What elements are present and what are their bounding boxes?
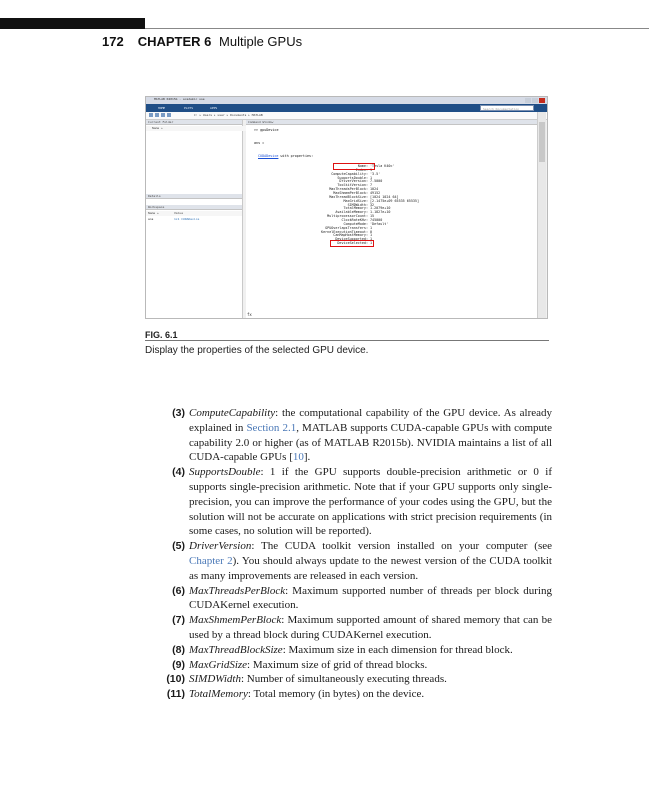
property-value: 7 <box>370 183 373 188</box>
list-item-text: : Number of simultaneously executing threads. <box>240 673 447 686</box>
list-item-term: SIMDWidth <box>189 673 241 686</box>
scrollbar-thumb[interactable] <box>539 122 545 162</box>
highlight-name-box <box>333 163 375 170</box>
list-item <box>158 613 552 643</box>
workspace-var-name: ans <box>148 217 154 221</box>
maximize-icon[interactable] <box>532 98 538 103</box>
property-value: 1 <box>370 167 373 172</box>
current-folder-path[interactable]: C: ▸ Users ▸ user ▸ Documents ▸ MATLAB <box>194 113 263 117</box>
property-value: 1 <box>370 237 373 242</box>
ans-line: ans = <box>254 141 265 145</box>
property-value: 745000 <box>370 218 383 223</box>
list-item-text: ). You should always update to the newest version of the CUDA toolkit as many improvements are released in each version. <box>189 554 552 582</box>
current-folder-name-column[interactable]: Name ▴ <box>146 126 248 131</box>
list-item-number: (9) <box>172 658 185 671</box>
tab-apps[interactable]: APPS <box>210 106 218 110</box>
list-item <box>158 406 552 465</box>
list-item-number: (4) <box>172 466 185 479</box>
fx-icon: fx <box>247 312 252 317</box>
workspace-value-column[interactable]: Value <box>174 211 184 215</box>
property-key: Name: <box>357 164 368 168</box>
property-value: 32 <box>370 202 375 207</box>
list-item-number: (6) <box>172 584 185 597</box>
cross-reference-link[interactable]: Chapter 2 <box>189 554 233 567</box>
property-key: TotalMemory: <box>343 206 368 211</box>
list-item <box>158 672 552 687</box>
address-bar <box>146 112 547 120</box>
property-key: Index: <box>355 167 368 172</box>
property-key: ToolkitVersion: <box>337 183 368 188</box>
list-item-text: : Maximum size of grid of thread blocks. <box>247 658 428 671</box>
left-panels <box>146 120 243 318</box>
cross-reference-link[interactable]: Section 2.1 <box>246 421 297 434</box>
list-item <box>158 539 552 583</box>
property-key: CanMapHostMemory: <box>333 233 368 238</box>
list-item-term: SupportsDouble <box>189 466 261 479</box>
list-item-text: : Maximum size in each dimension for thread block. <box>282 643 513 656</box>
property-key: ComputeMode: <box>343 221 368 226</box>
list-item-number: (11) <box>166 688 185 701</box>
scrollbar[interactable] <box>537 112 546 318</box>
list-item <box>158 658 552 673</box>
property-key: SupportsDouble: <box>337 175 368 180</box>
property-value: 7.5000 <box>370 179 383 184</box>
property-value: 49152 <box>370 191 381 196</box>
caption-rule <box>145 340 549 341</box>
workspace-var-value: 1x1 CUDADevice <box>174 217 200 221</box>
workspace-header[interactable]: Workspace <box>146 205 242 210</box>
property-key: DeviceSelected: <box>337 241 368 246</box>
up-folder-icon[interactable] <box>161 113 165 117</box>
list-item-number: (5) <box>172 540 185 553</box>
list-item-text: : 1 if the GPU supports double-precision arithmetic or 0 if supports single-precision arithmetic. Note that if your GPU supports only single-precision, you can improve the performance of your codes using the GPU, but the solution will not be accurate on applications with strict precision requirements (in some cases, no solution will be reported). <box>189 466 552 538</box>
property-value: 1.2079e+10 <box>370 206 391 211</box>
property-key: KernelExecutionTimeout: <box>321 229 368 234</box>
class-line <box>258 154 313 158</box>
list-item-number: (7) <box>172 614 185 627</box>
tab-home[interactable]: HOME <box>158 106 166 110</box>
list-item-text: : Total memory (in bytes) on the device. <box>247 688 425 701</box>
running-head <box>102 34 302 49</box>
window-titlebar <box>146 97 547 104</box>
header-rule <box>145 28 649 29</box>
property-key: DeviceSupported: <box>335 237 368 242</box>
forward-icon[interactable] <box>155 113 159 117</box>
property-value: 'Default' <box>370 221 389 226</box>
list-item-number: (8) <box>172 643 185 656</box>
list-item-term: TotalMemory <box>189 688 248 701</box>
property-key: MaxThreadBlockSize: <box>329 194 368 199</box>
property-key: ComputeCapability: <box>331 171 368 176</box>
property-value: [2.1475e+09 65535 65535] <box>370 198 419 203</box>
property-value: '3.5' <box>370 171 381 176</box>
cudadevice-link[interactable]: CUDADevice <box>258 154 279 158</box>
browse-folder-icon[interactable] <box>167 113 171 117</box>
ribbon-bar <box>146 104 547 112</box>
property-value: 0 <box>370 229 373 234</box>
property-value: 1 <box>370 241 373 246</box>
header-bar <box>0 18 145 29</box>
list-item-term: MaxThreadBlockSize <box>189 643 283 656</box>
search-documentation-input[interactable]: Search Documentation <box>480 105 534 111</box>
property-value: 'Tesla K40c' <box>370 164 395 168</box>
chapter-label: CHAPTER 6 <box>137 34 212 49</box>
list-item <box>158 584 552 614</box>
command-prompt-line: >> gpuDevice <box>254 128 279 132</box>
property-key: MultiprocessorCount: <box>327 214 368 219</box>
list-item-number: (10) <box>166 673 185 686</box>
property-value: 1 <box>370 175 373 180</box>
window-title: MATLAB R2015b - academic use <box>154 97 205 101</box>
property-key: MaxShmemPerBlock: <box>333 191 368 196</box>
current-folder-header[interactable]: Current Folder <box>146 120 242 125</box>
figure-caption: Display the properties of the selected GPU device. <box>145 345 369 356</box>
list-item-text: : The CUDA toolkit version installed on your computer (see <box>251 540 552 553</box>
property-value: 1 <box>370 233 373 238</box>
list-item-text: ]. <box>303 451 311 464</box>
figure-label: FIG. 6.1 <box>145 330 178 340</box>
back-icon[interactable] <box>149 113 153 117</box>
list-item-term: MaxShmemPerBlock <box>189 614 282 627</box>
property-description-list <box>158 406 552 702</box>
matlab-screenshot <box>145 96 548 319</box>
page-number: 172 <box>102 34 124 49</box>
property-value: 15 <box>370 214 375 219</box>
property-key: DriverVersion: <box>339 179 368 184</box>
list-item-term: MaxThreadsPerBlock <box>189 584 286 597</box>
workspace-row[interactable] <box>146 217 242 222</box>
list-item-term: DriverVersion <box>189 540 252 553</box>
property-value: 1 <box>370 225 373 230</box>
cross-reference-link[interactable]: 10 <box>292 451 304 464</box>
list-item <box>158 643 552 658</box>
list-item-text: , MATLAB supports CUDA-capable GPUs with compute capability 2.0 or higher (as of MATLAB R2015b). NVIDIA maintains a list of all CUDA-capable GPUs [ <box>189 421 552 464</box>
list-item-term: MaxGridSize <box>189 658 248 671</box>
chapter-title: Multiple GPUs <box>219 34 303 49</box>
list-item-text: : Maximum supported number of threads per block during CUDAKernel execution. <box>189 584 552 612</box>
list-item <box>158 465 552 539</box>
workspace-columns <box>146 211 242 216</box>
list-item-text: : the computational capability of the GPU device. As already explained in <box>189 407 552 434</box>
property-key: MaxThreadsPerBlock: <box>329 187 368 192</box>
property-key: SIMDWidth: <box>347 202 368 207</box>
class-suffix: with properties: <box>278 154 314 158</box>
property-key: AvailableMemory: <box>335 210 368 215</box>
property-value: 1.1827e+10 <box>370 210 391 215</box>
property-key: GPUOverlapsTransfers: <box>325 225 368 230</box>
list-item-number: (3) <box>172 407 185 419</box>
minimize-icon[interactable] <box>525 98 531 103</box>
property-key: MaxGridSize: <box>343 198 368 203</box>
list-item-term: ComputeCapability <box>189 407 276 419</box>
command-window-header[interactable]: Command Window <box>246 120 537 125</box>
property-value: [1024 1024 64] <box>370 194 399 199</box>
list-item <box>158 687 552 702</box>
tab-plots[interactable]: PLOTS <box>184 106 194 110</box>
property-value: 1024 <box>370 187 379 192</box>
details-header[interactable]: Details <box>146 194 242 199</box>
highlight-device-selected-box <box>330 240 374 247</box>
workspace-name-column[interactable]: Name ▴ <box>148 211 159 215</box>
list-item-text: : Maximum supported amount of shared memory that can be used by a thread block during CUDAKernel execution. <box>189 614 552 641</box>
command-window[interactable] <box>246 120 537 318</box>
close-icon[interactable] <box>539 98 545 103</box>
property-key: ClockRateKHz: <box>341 218 368 223</box>
